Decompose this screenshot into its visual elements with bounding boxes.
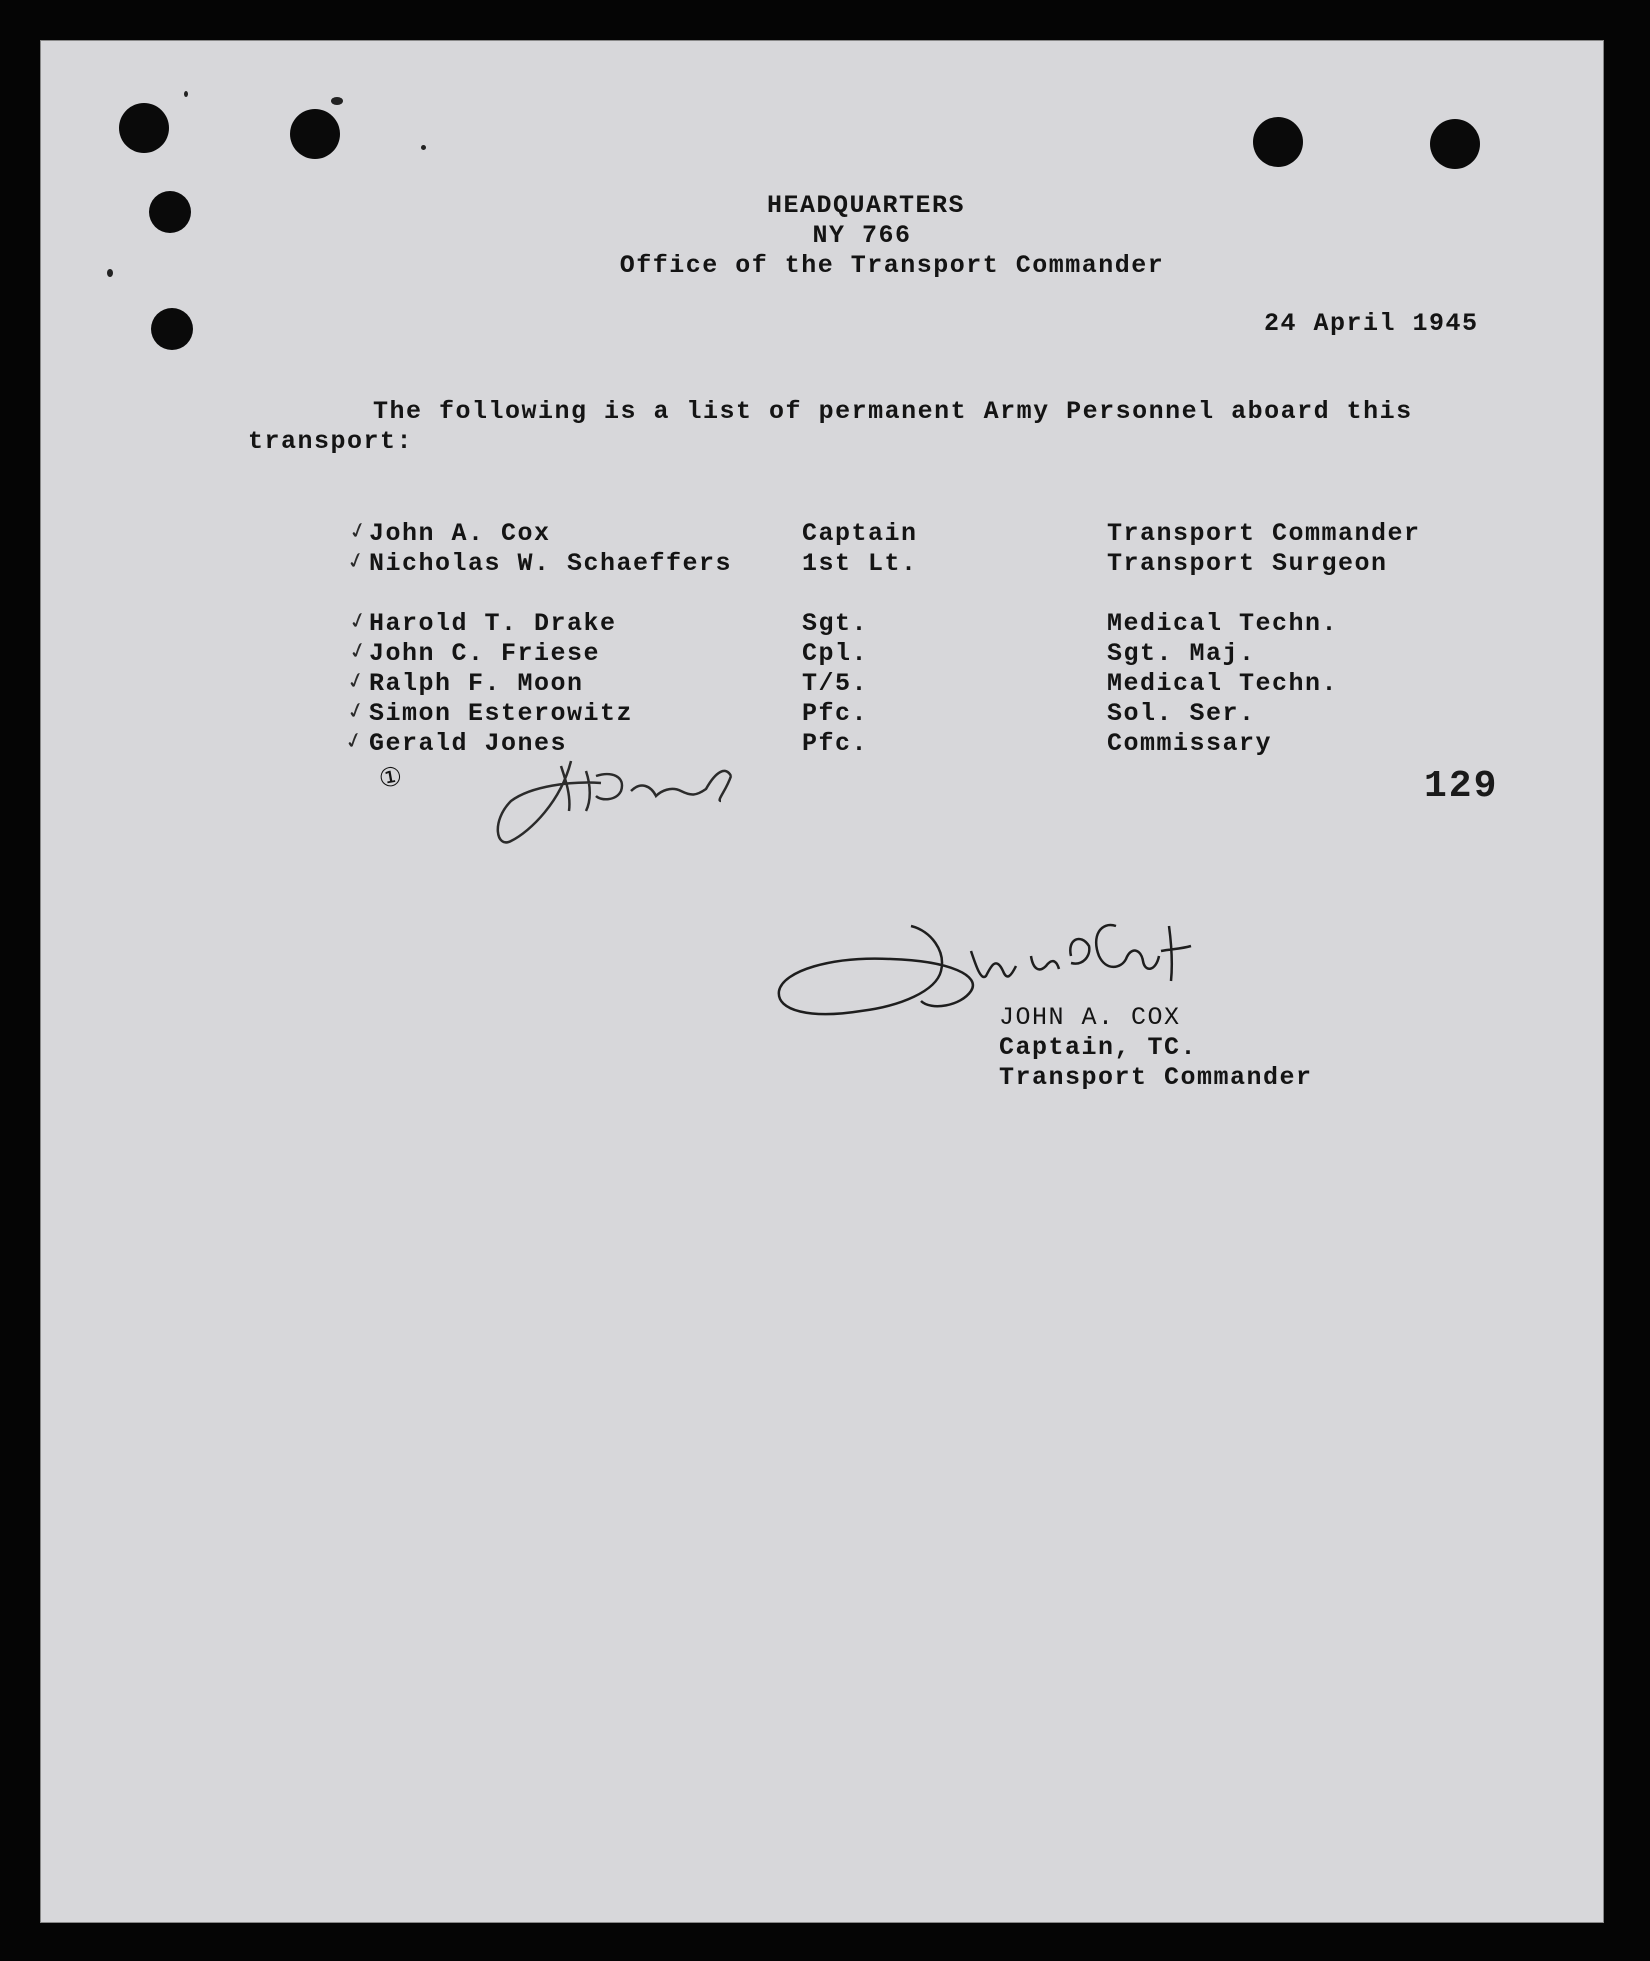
officer-rank: Captain bbox=[802, 519, 918, 548]
officer-duty: Transport Surgeon bbox=[1107, 549, 1388, 578]
enlisted-name: Ralph F. Moon bbox=[369, 669, 584, 698]
enlisted-name: Gerald Jones bbox=[369, 729, 568, 758]
punch-hole bbox=[119, 103, 169, 153]
signature-rank: Captain, TC. bbox=[999, 1033, 1198, 1062]
check-mark-icon: ✓ bbox=[346, 517, 371, 546]
enlisted-duty: Sol. Ser. bbox=[1107, 699, 1256, 728]
enlisted-rank: Sgt. bbox=[802, 609, 869, 638]
check-mark-icon: ✓ bbox=[344, 697, 369, 726]
enlisted-duty: Sgt. Maj. bbox=[1107, 639, 1256, 668]
intro-line-2: transport: bbox=[248, 427, 414, 456]
signature-name: JOHN A. COX bbox=[999, 1003, 1181, 1032]
header-line-1: HEADQUARTERS bbox=[766, 191, 966, 220]
officer-name: John A. Cox bbox=[369, 519, 551, 548]
annotation-circled-one: ① bbox=[376, 762, 407, 796]
check-mark-icon: ✓ bbox=[346, 607, 371, 636]
enlisted-rank: Cpl. bbox=[802, 639, 869, 668]
punch-hole bbox=[1430, 119, 1480, 169]
officer-duty: Transport Commander bbox=[1107, 519, 1421, 548]
ink-speck bbox=[421, 145, 426, 150]
initials-signature bbox=[491, 741, 791, 861]
ink-speck bbox=[107, 269, 113, 277]
header-line-3: Office of the Transport Commander bbox=[619, 251, 1165, 280]
enlisted-name: Harold T. Drake bbox=[369, 609, 617, 638]
punch-hole bbox=[149, 191, 191, 233]
document-date: 24 April 1945 bbox=[1264, 309, 1479, 338]
officer-rank: 1st Lt. bbox=[802, 549, 918, 578]
enlisted-rank: T/5. bbox=[802, 669, 869, 698]
punch-hole bbox=[290, 109, 340, 159]
enlisted-rank: Pfc. bbox=[802, 699, 869, 728]
check-mark-icon: ✓ bbox=[344, 667, 369, 696]
punch-hole bbox=[1253, 117, 1303, 167]
enlisted-duty: Commissary bbox=[1107, 729, 1273, 758]
ink-speck bbox=[184, 91, 188, 97]
check-mark-icon: ✓ bbox=[346, 637, 371, 666]
ink-speck bbox=[331, 97, 343, 105]
enlisted-name: Simon Esterowitz bbox=[369, 699, 634, 728]
enlisted-rank: Pfc. bbox=[802, 729, 869, 758]
enlisted-duty: Medical Techn. bbox=[1107, 669, 1339, 698]
page-number: 129 bbox=[1424, 765, 1499, 808]
officer-name: Nicholas W. Schaeffers bbox=[369, 549, 733, 578]
signature-title: Transport Commander bbox=[999, 1063, 1313, 1092]
intro-line-1: The following is a list of permanent Army Personnel aboard this bbox=[373, 397, 1413, 426]
header-line-2: NY 766 bbox=[812, 221, 912, 250]
check-mark-icon: ✓ bbox=[344, 547, 369, 576]
punch-hole bbox=[151, 308, 193, 350]
enlisted-name: John C. Friese bbox=[369, 639, 601, 668]
document-page bbox=[40, 40, 1604, 1923]
check-mark-icon: ✓ bbox=[342, 727, 367, 756]
enlisted-duty: Medical Techn. bbox=[1107, 609, 1339, 638]
